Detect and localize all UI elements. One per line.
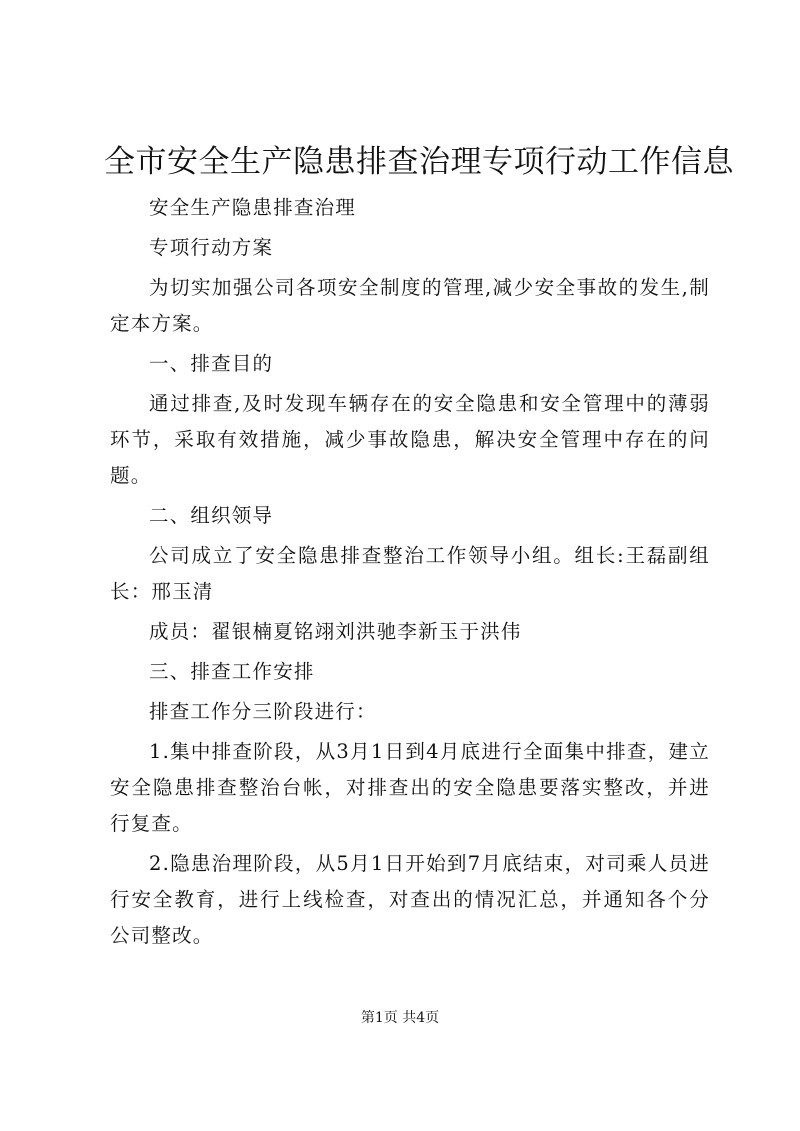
paragraph-intro: 为切实加强公司各项安全制度的管理,减少安全事故的发生,制定本方案。 — [110, 276, 710, 335]
section-heading-purpose: 一、排查目的 — [149, 352, 274, 375]
paragraph-phases-intro: 排查工作分三阶段进行： — [149, 700, 377, 723]
paragraph-heading-2: 专项行动方案 — [149, 236, 274, 259]
paragraph-heading-1: 安全生产隐患排查治理 — [149, 196, 357, 219]
paragraph-leadership: 公司成立了安全隐患排查整治工作领导小组。组长:王磊副组长：邢玉清 — [110, 544, 710, 603]
section-heading-organization: 二、组织领导 — [149, 504, 274, 527]
paragraph-purpose: 通过排查,及时发现车辆存在的安全隐患和安全管理中的薄弱环节，采取有效措施，减少事故隐患，解决安全管理中存在的问题。 — [110, 392, 710, 487]
page-footer: 第1页 共4页 — [360, 1010, 440, 1026]
paragraph-phase-1: 1.集中排查阶段，从3月1日到4月底进行全面集中排查，建立安全隐患排查整治台帐，对排查出的安全隐患要落实整改，并进行复查。 — [110, 740, 710, 835]
section-heading-arrangement: 三、排查工作安排 — [149, 660, 315, 683]
document-title: 全市安全生产隐患排查治理专项行动工作信息 — [104, 144, 734, 180]
document-body — [110, 190, 710, 958]
paragraph-members: 成员：翟银楠夏铭翊刘洪驰李新玉于洪伟 — [149, 620, 522, 643]
paragraph-phase-2: 2.隐患治理阶段，从5月1日开始到7月底结束，对司乘人员进行安全教育，进行上线检查，对查出的情况汇总，并通知各个分公司整改。 — [110, 852, 710, 947]
